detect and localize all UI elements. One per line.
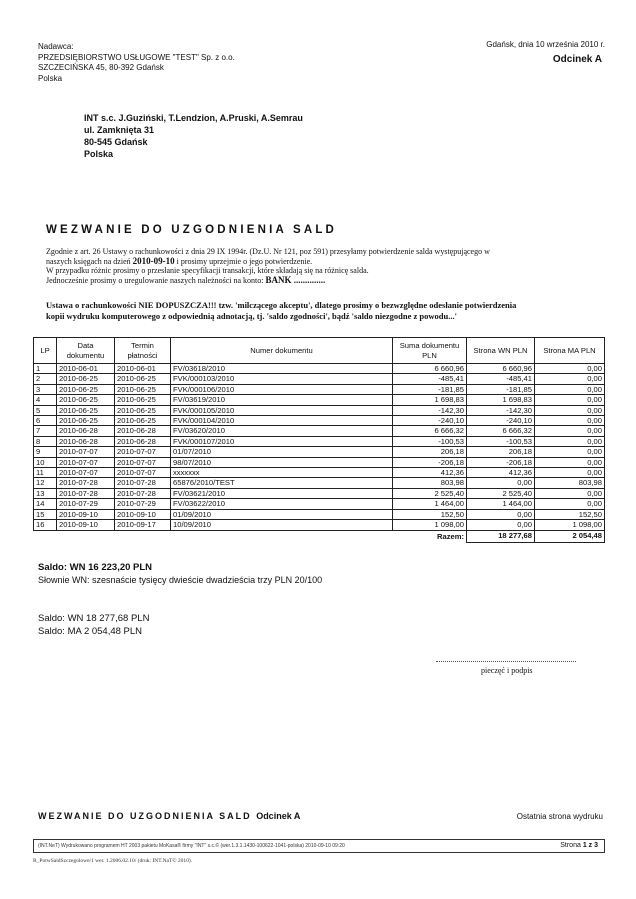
table-cell: 0,00 <box>535 468 605 478</box>
table-cell: -485,41 <box>393 374 467 384</box>
table-cell: 1 464,00 <box>467 499 535 509</box>
table-cell: FV/03620/2010 <box>171 426 393 436</box>
copy-label: Odcinek A <box>552 54 602 65</box>
table-cell: 10 <box>34 457 57 467</box>
table-cell: -485,41 <box>467 374 535 384</box>
table-cell: 3 <box>34 384 57 394</box>
balance-line: Saldo: WN 16 223,20 PLN <box>38 562 153 573</box>
table-cell: 5 <box>34 405 57 415</box>
table-cell: FVK/000105/2010 <box>171 405 393 415</box>
recipient-country: Polska <box>84 149 114 159</box>
table-cell: 2010-06-01 <box>57 364 115 374</box>
table-cell: 11 <box>34 468 57 478</box>
table-cell: 1 698,83 <box>393 395 467 405</box>
table-cell: -240,10 <box>393 416 467 426</box>
intro-line: Jednocześnie prosimy o uregulowanie naszych należności na konto: BANK .............. <box>46 274 326 285</box>
table-cell: 0,00 <box>535 395 605 405</box>
warning-text <box>46 300 606 321</box>
table-cell: 2010-06-25 <box>115 395 171 405</box>
table-cell: 01/07/2010 <box>171 447 393 457</box>
table-sum-row <box>34 530 605 542</box>
table-cell: 2010-06-28 <box>57 426 115 436</box>
form-id: R_PotwSaldSzczegolowe/1 wer. 1.2006.02.10/ (druk: INT.NaT© 2010). <box>33 858 193 864</box>
col-header-lp: LP <box>34 338 57 364</box>
table-body <box>34 364 605 531</box>
table-cell: 0,00 <box>535 447 605 457</box>
table-cell: 2010-07-29 <box>57 499 115 509</box>
saldo-wn: Saldo: WN 18 277,68 PLN <box>38 613 150 624</box>
table-cell: 0,00 <box>535 499 605 509</box>
table-row <box>34 478 605 488</box>
table-cell: FV/03622/2010 <box>171 499 393 509</box>
table-cell: 2010-06-25 <box>115 384 171 394</box>
table-cell: FVK/000106/2010 <box>171 384 393 394</box>
table-cell: 2 525,40 <box>467 488 535 498</box>
table-cell: 98/07/2010 <box>171 457 393 467</box>
table-cell: 2010-07-07 <box>57 468 115 478</box>
table-cell: 12 <box>34 478 57 488</box>
table-cell: 14 <box>34 499 57 509</box>
table-cell: 2010-07-28 <box>115 488 171 498</box>
table-cell: 6 <box>34 416 57 426</box>
col-header-term: Termin płatności <box>115 338 171 364</box>
table-cell: 7 <box>34 426 57 436</box>
table-cell: 01/09/2010 <box>171 509 393 519</box>
table-cell: 6 660,96 <box>393 364 467 374</box>
table-cell: 2010-06-25 <box>57 405 115 415</box>
intro-line: Zgodnie z art. 26 Ustawy o rachunkowości z dnia 29 IX 1994r. (Dz.U. Nr 121, poz 591) przesyłamy potwierdzenie salda występującego w <box>46 247 490 256</box>
sender-label: Nadawca: <box>38 42 74 51</box>
signature-label: pieczęć i podpis <box>481 666 533 675</box>
table-cell: -240,10 <box>467 416 535 426</box>
table-cell: 2010-06-25 <box>57 374 115 384</box>
sum-ma: 2 054,48 <box>535 530 605 542</box>
intro-line: naszych księgach na dzień 2010-09-10 i prosimy uprzejmie o jego potwierdzenie. <box>46 255 313 266</box>
table-cell: 0,00 <box>535 416 605 426</box>
document-title: WEZWANIE DO UZGODNIENIA SALD <box>46 224 338 236</box>
table-cell: 0,00 <box>535 457 605 467</box>
recipient-street: ul. Zamknięta 31 <box>84 125 155 135</box>
table-row <box>34 384 605 394</box>
table-cell: 803,98 <box>393 478 467 488</box>
table-cell: FVK/000103/2010 <box>171 374 393 384</box>
table-cell: 13 <box>34 488 57 498</box>
signature-line <box>436 661 576 662</box>
table-header-row <box>34 338 605 364</box>
table-cell: -206,18 <box>467 457 535 467</box>
table-cell: FV/03618/2010 <box>171 364 393 374</box>
table-cell: -142,30 <box>467 405 535 415</box>
table-row <box>34 426 605 436</box>
table-cell: -100,53 <box>393 436 467 446</box>
table-cell: 2010-06-28 <box>115 426 171 436</box>
table-cell: FVK/000104/2010 <box>171 416 393 426</box>
table-cell: 206,18 <box>393 447 467 457</box>
col-header-sum: Suma dokumentu PLN <box>393 338 467 364</box>
table-cell: 2010-07-28 <box>115 478 171 488</box>
col-header-date: Data dokumentu <box>57 338 115 364</box>
table-cell: 2010-06-25 <box>57 384 115 394</box>
table-cell: 0,00 <box>535 436 605 446</box>
table-cell: 65876/2010/TEST <box>171 478 393 488</box>
table-cell: 2010-07-07 <box>115 457 171 467</box>
table-cell: 2010-06-25 <box>115 416 171 426</box>
table-row <box>34 457 605 467</box>
table-cell: 2010-07-07 <box>115 447 171 457</box>
table-cell: 2010-07-28 <box>57 478 115 488</box>
table-cell: 2010-06-28 <box>57 436 115 446</box>
table-cell: -100,53 <box>467 436 535 446</box>
table-cell: -206,18 <box>393 457 467 467</box>
balance-date: 2010-09-10 <box>132 255 175 266</box>
warning-line: kopii wydruku komputerowego z odpowiednią adnotacją, tj. 'saldo zgodności', bądź 'saldo niezgodne z powodu...' <box>46 310 457 321</box>
table-cell: 15 <box>34 509 57 519</box>
table-cell: 803,98 <box>535 478 605 488</box>
table-cell: 8 <box>34 436 57 446</box>
table-cell: 4 <box>34 395 57 405</box>
table-cell: 9 <box>34 447 57 457</box>
table-cell: -142,30 <box>393 405 467 415</box>
table-row <box>34 436 605 446</box>
table-cell: 0,00 <box>467 520 535 530</box>
table-cell: 0,00 <box>467 509 535 519</box>
table-cell: 2010-06-25 <box>57 395 115 405</box>
sender-address <box>38 42 235 84</box>
table-cell: 0,00 <box>535 364 605 374</box>
sender-country: Polska <box>38 73 63 83</box>
table-cell: 2 <box>34 374 57 384</box>
table-cell: 2010-06-25 <box>57 416 115 426</box>
table-cell: 6 666,32 <box>393 426 467 436</box>
table-cell: FVK/000107/2010 <box>171 436 393 446</box>
table-cell: 2010-07-07 <box>115 468 171 478</box>
table-cell: 2010-09-10 <box>115 509 171 519</box>
footer-title: WEZWANIE DO UZGODNIENIA SALD Odcinek A <box>38 811 301 821</box>
table-cell: 0,00 <box>535 374 605 384</box>
table-cell: 1 <box>34 364 57 374</box>
table-cell: 412,36 <box>467 468 535 478</box>
program-info: (INT.NeT) Wydrukowano programem HT 2003 pakietu MoKasa® firmy "INT" s.c.© (wer.1.3.1.1430-100622-1041-polska) 2010-09-10 09:20 <box>38 843 345 849</box>
table-cell: 1 098,00 <box>393 520 467 530</box>
table-cell: xxxxxxx <box>171 468 393 478</box>
table-cell: 16 <box>34 520 57 530</box>
table-row <box>34 405 605 415</box>
table-row <box>34 468 605 478</box>
table-cell: 206,18 <box>467 447 535 457</box>
col-header-doc: Numer dokumentu <box>171 338 393 364</box>
col-header-wn: Strona WN PLN <box>467 338 535 364</box>
table-cell: 2010-06-01 <box>115 364 171 374</box>
sender-street: SZCZECIŃSKA 45, 80-392 Gdańsk <box>38 63 164 72</box>
table-cell: 6 660,96 <box>467 364 535 374</box>
table-cell: 2010-07-28 <box>57 488 115 498</box>
table-cell: FV/03621/2010 <box>171 488 393 498</box>
table-cell: 0,00 <box>535 488 605 498</box>
recipient-address <box>84 112 303 160</box>
table-row <box>34 488 605 498</box>
table-cell: FV/03619/2010 <box>171 395 393 405</box>
sum-wn: 18 277,68 <box>467 530 535 542</box>
table-cell: 2010-09-10 <box>57 509 115 519</box>
table-cell: 2010-09-10 <box>57 520 115 530</box>
table-cell: 2010-07-29 <box>115 499 171 509</box>
balance-in-words: Słownie WN: szesnaście tysięcy dwieście dwadzieścia trzy PLN 20/100 <box>38 575 323 585</box>
warning-line: Ustawa o rachunkowości NIE DOPUSZCZA!!! tzw. 'milczącego akceptu', dlatego prosimy o bezwzględne odesłanie potwierdzenia <box>46 300 517 310</box>
table-cell: 0,00 <box>535 405 605 415</box>
sender-company: PRZEDSIĘBIORSTWO USŁUGOWE "TEST" Sp. z o.o. <box>38 52 235 62</box>
table-row <box>34 509 605 519</box>
table-row <box>34 395 605 405</box>
table-row <box>34 520 605 530</box>
recipient-city: 80-545 Gdańsk <box>84 137 148 147</box>
table-cell: 412,36 <box>393 468 467 478</box>
entries-table <box>33 337 605 543</box>
table-row <box>34 447 605 457</box>
table-cell: 2010-06-25 <box>115 405 171 415</box>
table-row <box>34 374 605 384</box>
table-cell: 2010-09-17 <box>115 520 171 530</box>
table-cell: 0,00 <box>535 426 605 436</box>
page-number: Strona 1 z 3 <box>560 842 598 849</box>
place-date: Gdańsk, dnia 10 września 2010 r. <box>486 40 605 49</box>
table-cell: 1 464,00 <box>393 499 467 509</box>
intro-text <box>46 247 586 285</box>
table-cell: 2 525,40 <box>393 488 467 498</box>
table-cell: 152,50 <box>393 509 467 519</box>
col-header-ma: Strona MA PLN <box>535 338 605 364</box>
bank-account: BANK .............. <box>265 274 326 285</box>
saldo-ma: Saldo: MA 2 054,48 PLN <box>38 626 143 637</box>
table-cell: 2010-07-07 <box>57 457 115 467</box>
intro-line: W przypadku różnic prosimy o przesłanie specyfikacji transakcji, które składają się na różnicę salda. <box>46 266 369 276</box>
sum-label: Razem: <box>436 531 464 541</box>
table-row <box>34 416 605 426</box>
table-cell: 1 098,00 <box>535 520 605 530</box>
table-cell: -181,85 <box>393 384 467 394</box>
table-cell: 10/09/2010 <box>171 520 393 530</box>
table-cell: 2010-06-28 <box>115 436 171 446</box>
table-cell: 1 698,83 <box>467 395 535 405</box>
table-row <box>34 499 605 509</box>
table-cell: 2010-06-25 <box>115 374 171 384</box>
table-cell: 0,00 <box>535 384 605 394</box>
last-page-note: Ostatnia strona wydruku <box>516 812 603 821</box>
table-cell: 2010-07-07 <box>57 447 115 457</box>
table-cell: -181,85 <box>467 384 535 394</box>
recipient-name: INT s.c. J.Guziński, T.Lendzion, A.Pruski, A.Semrau <box>84 113 303 123</box>
table-cell: 6 666,32 <box>467 426 535 436</box>
table-cell: 0,00 <box>467 478 535 488</box>
table-cell: 152,50 <box>535 509 605 519</box>
table-row <box>34 364 605 374</box>
footer-copy-label: Odcinek A <box>256 811 301 821</box>
